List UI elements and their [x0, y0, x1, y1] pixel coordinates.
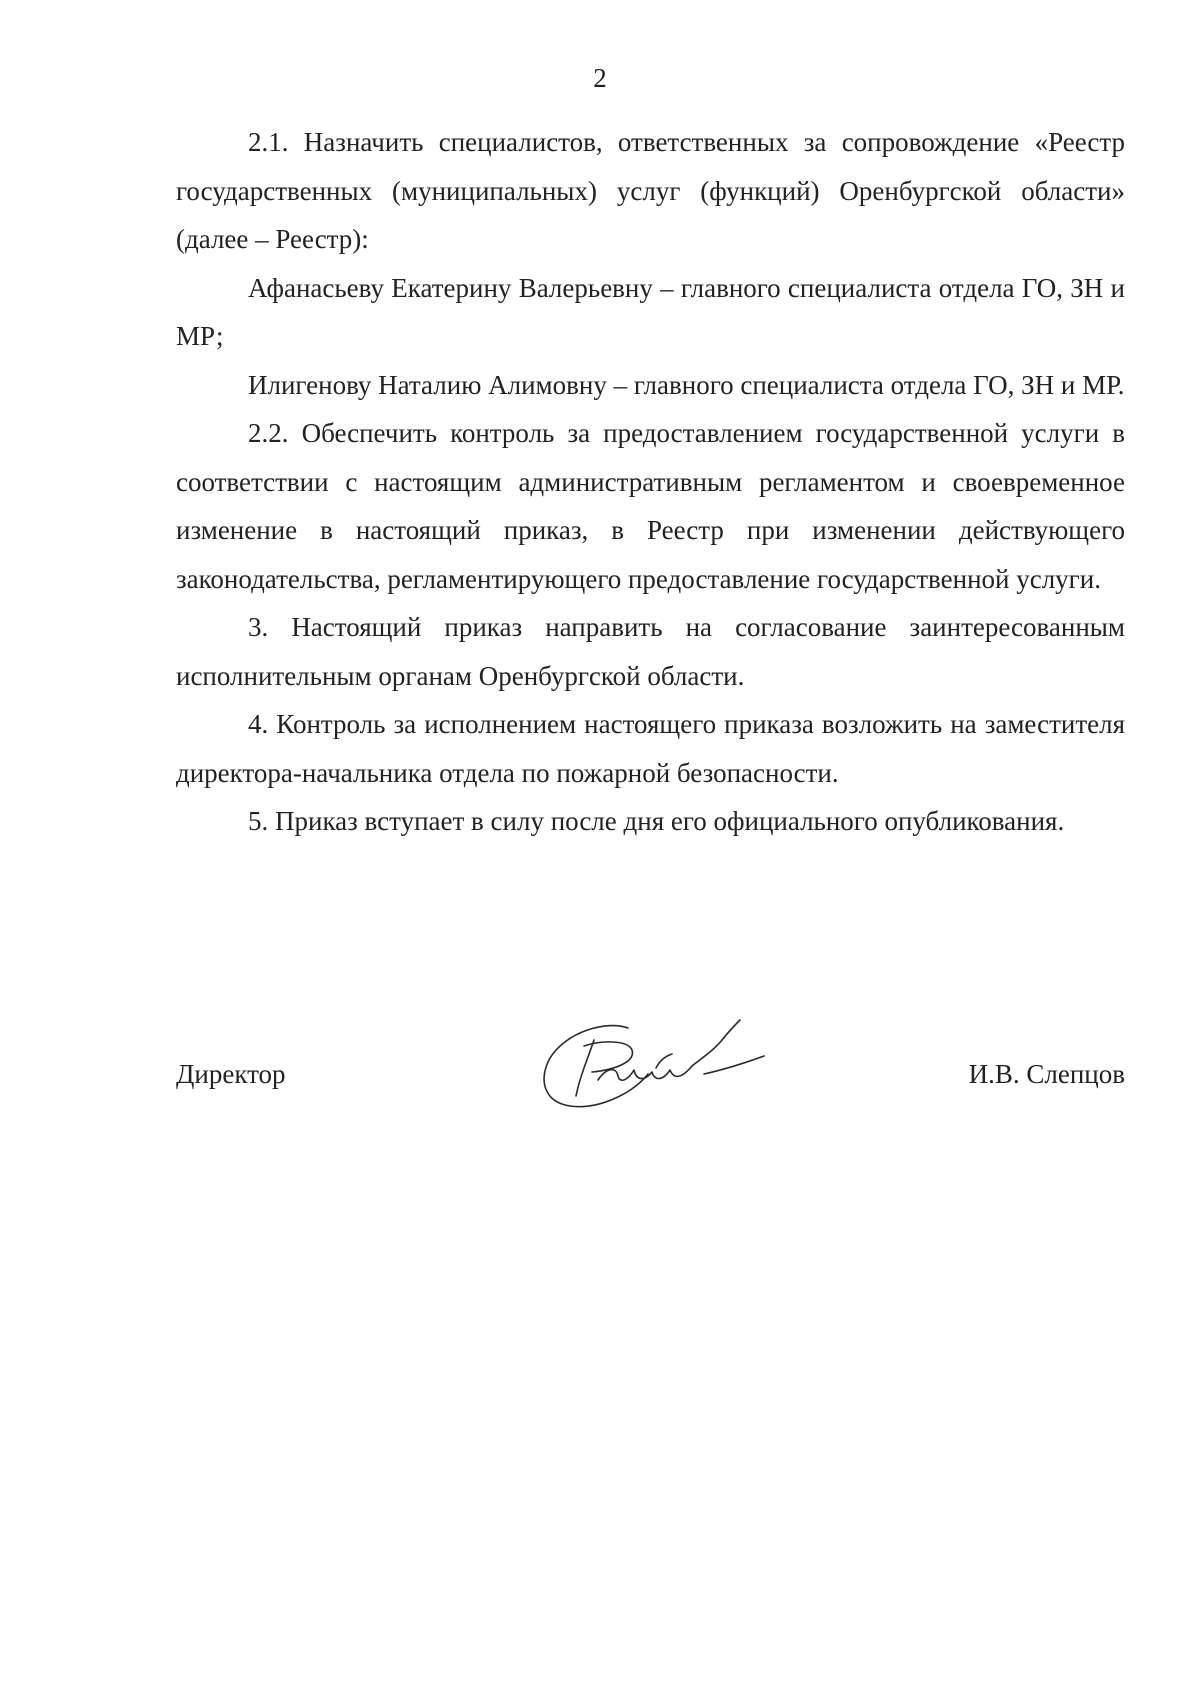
paragraph-3: 3. Настоящий приказ направить на согласование заинтересованным исполнительным органам Оренбургской области.: [176, 612, 1125, 691]
signatory-title: Директор: [176, 1059, 286, 1089]
paragraph-2-1: 2.1. Назначить специалистов, ответственных за сопровождение «Реестр государственных (муниципальных) услуг (функций) Оренбургской области» (далее – Реестр):: [176, 127, 1125, 254]
signatory-name: И.В. Слепцов: [968, 1059, 1125, 1089]
document-body: [176, 118, 1125, 846]
paragraph-specialist-iligenova: Илигенову Наталию Алимовну – главного специалиста отдела ГО, ЗН и МР.: [248, 369, 1125, 400]
paragraph-5: 5. Приказ вступает в силу после дня его официального опубликования.: [248, 806, 1065, 836]
signature-block: [176, 1040, 1125, 1160]
paragraph-4: 4. Контроль за исполнением настоящего приказа возложить на заместителя директора-начальника отдела по пожарной безопасности.: [176, 709, 1125, 788]
paragraph-2-2: 2.2. Обеспечить контроль за предоставлением государственной услуги в соответствии с настоящим административным регламентом и своевременное изменение в настоящий приказ, в Реестр при изменении действующего законодательства, регламентирующего предоставление государственной услуги.: [176, 418, 1125, 594]
paragraph-specialist-afanasyeva: Афанасьеву Екатерину Валерьевну – главного специалиста отдела ГО, ЗН и МР;: [176, 272, 1125, 351]
handwritten-signature: [536, 1010, 796, 1120]
page-number: 2: [593, 63, 607, 93]
